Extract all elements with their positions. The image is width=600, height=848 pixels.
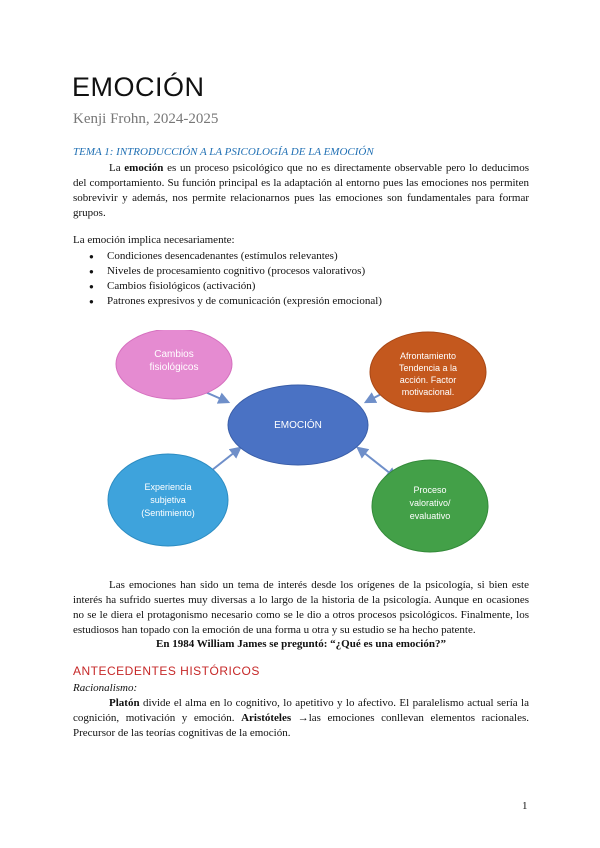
intro-before: La — [109, 162, 125, 174]
page-number: 1 — [522, 800, 528, 812]
node-proceso-line3: evaluativo — [409, 511, 451, 521]
node-proceso-line2: valorativo/ — [409, 498, 451, 508]
node-experiencia-line3: (Sentimiento) — [141, 508, 195, 518]
antecedentes-heading: ANTECEDENTES HISTÓRICOS — [73, 664, 260, 678]
node-afrontamiento-line2: Tendencia a la — [398, 363, 458, 373]
james-question: En 1984 William James se preguntó: “¿Qué es una emoción?” — [156, 638, 446, 650]
node-cambios-line2: fisiológicos — [149, 362, 199, 373]
node-experiencia-line2: subjetiva — [150, 495, 186, 505]
node-afrontamiento-line3: acción. Factor — [399, 375, 457, 385]
platon-name: Platón — [109, 697, 140, 709]
racionalismo-subheading: Racionalismo: — [73, 682, 138, 694]
list-item: ● Patrones expresivos y de comunicación (expresión emocional) — [73, 294, 382, 309]
emotion-diagram — [100, 330, 500, 560]
platon-paragraph — [73, 696, 529, 741]
author-subtitle: Kenji Frohn, 2024-2025 — [73, 111, 219, 127]
intro-paragraph — [73, 161, 529, 221]
implica-line: La emoción implica necesariamente: — [73, 234, 235, 246]
list-item: ● Niveles de procesamiento cognitivo (procesos valorativos) — [73, 264, 382, 279]
node-afrontamiento-line1: Afrontamiento — [399, 351, 457, 361]
node-emocion-label: EMOCIÓN — [274, 420, 322, 431]
page-title: EMOCIÓN — [72, 72, 205, 102]
aristoteles-text: →las emociones conllevan elementos racionales. Precursor de las teorías cognitivas de la emoción. — [73, 712, 529, 739]
list-item: ● Condiciones desencadenantes (estímulos relevantes) — [73, 249, 382, 264]
platon-text: divide el alma en lo cognitivo, lo apetitivo y lo afectivo. El paralelismo actual sería la cognición, motivación y emoción. — [73, 697, 529, 724]
node-experiencia-line1: Experiencia — [144, 482, 192, 492]
bullet-list — [73, 249, 382, 309]
intro-after: es un proceso psicológico que no es directamente observable pero lo deducimos del comportamiento. Su función principal es la adaptación al entorno pues las emociones nos permiten sobrevivir y además, nos permite relacionarnos pues las emociones son fundamentales para formar grupos. — [73, 162, 529, 219]
node-afrontamiento-line4: motivacional. — [401, 387, 455, 397]
node-proceso-line1: Proceso — [413, 485, 447, 495]
tema-heading: TEMA 1: INTRODUCCIÓN A LA PSICOLOGÍA DE LA EMOCIÓN — [73, 146, 374, 158]
node-cambios-line1: Cambios — [154, 349, 194, 360]
aristoteles-name: Aristóteles — [241, 712, 292, 724]
intro-bold-term: emoción — [124, 162, 164, 174]
historia-paragraph: Las emociones han sido un tema de interés desde los orígenes de la psicología, si bien este interés ha sufrido suertes muy diversas a lo largo de la historia de la psicología. Aunque en ocasiones no se le diera el protagonismo necesario como se le dio a otros procesos psicológicos. Finalmente, los estudiosos han topado con la emoción de una forma u otra y su estudio se ha hecho patente. — [73, 579, 529, 636]
list-item: ● Cambios fisiológicos (activación) — [73, 279, 382, 294]
